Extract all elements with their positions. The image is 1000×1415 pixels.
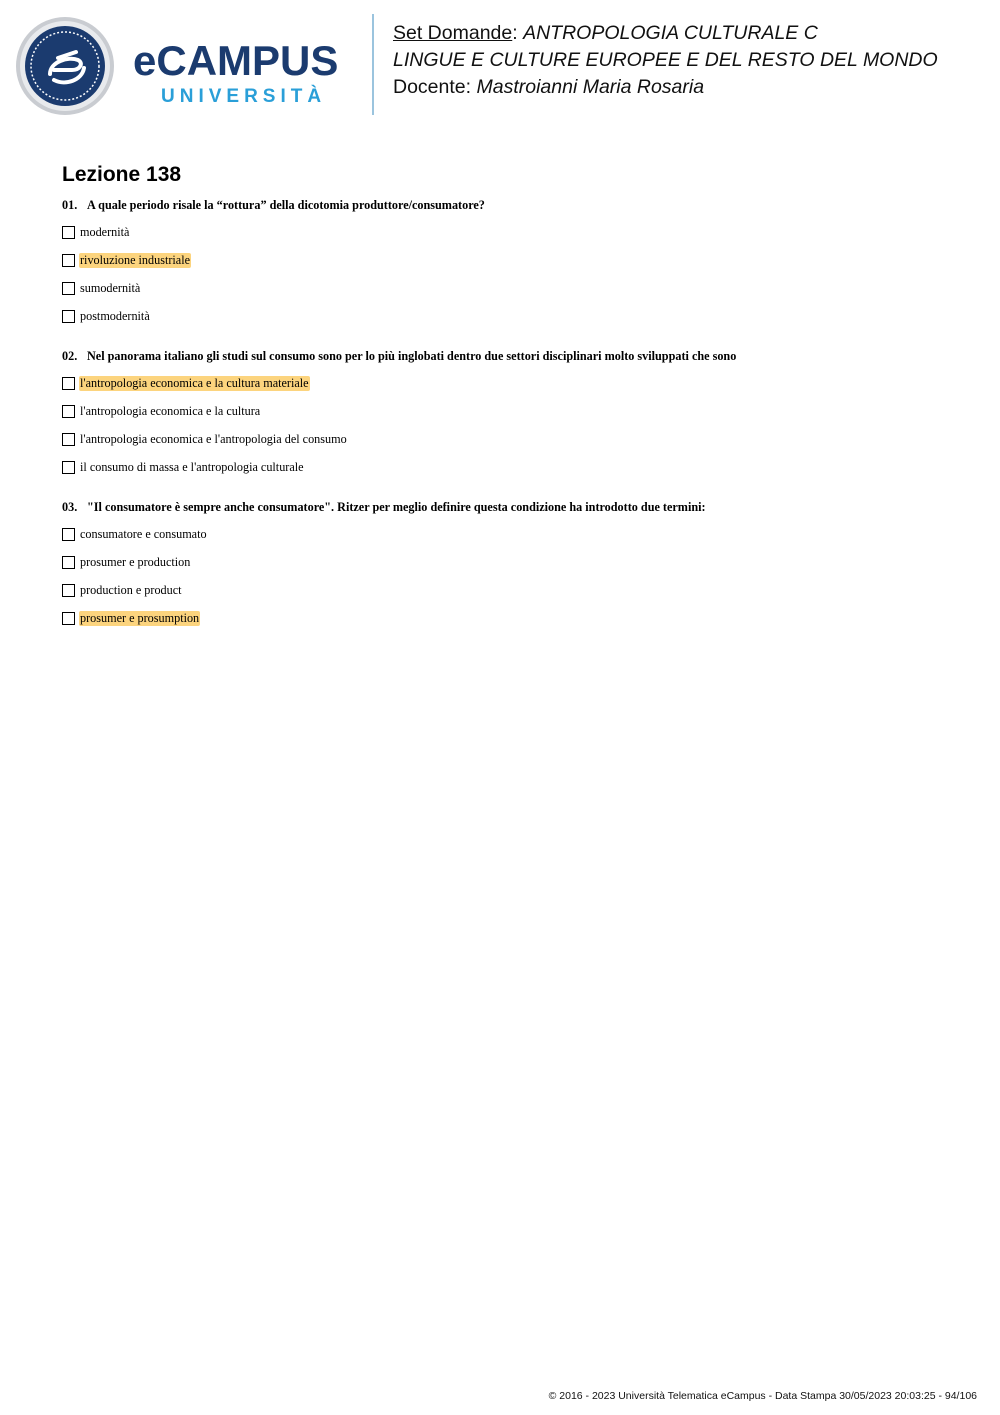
teacher-label: Docente (393, 76, 466, 98)
checkbox[interactable] (62, 584, 75, 597)
question-1-option-2[interactable] (62, 252, 191, 268)
checkbox[interactable] (62, 226, 75, 239)
course-line: LINGUE E CULTURE EUROPEE E DEL RESTO DEL MONDO (393, 49, 938, 71)
checkbox[interactable] (62, 310, 75, 323)
lesson-title: Lezione 138 (62, 163, 182, 186)
highlighted-answer: rivoluzione industriale (80, 252, 190, 267)
question-1: 01. A quale periodo risale la “rottura” della dicotomia produttore/consumatore? (62, 198, 485, 212)
page-header (0, 0, 1000, 125)
checkbox[interactable] (62, 282, 75, 295)
highlighted-answer: l'antropologia economica e la cultura materiale (80, 375, 309, 390)
question-2-option-3[interactable]: l'antropologia economica e l'antropologia del consumo (62, 431, 348, 447)
checkbox[interactable] (62, 528, 75, 541)
highlighted-answer: prosumer e prosumption (80, 610, 200, 625)
question-3-option-3[interactable]: production e product (62, 582, 183, 598)
set-value: ANTROPOLOGIA CULTURALE C (523, 22, 818, 44)
question-2: 02. Nel panorama italiano gli studi sul consumo sono per lo più inglobati dentro due settori disciplinari molto sviluppati che sono (62, 349, 737, 363)
question-3-option-1[interactable]: consumatore e consumato (62, 526, 208, 542)
header-info (393, 20, 938, 101)
checkbox[interactable] (62, 556, 75, 569)
checkbox[interactable] (62, 612, 75, 625)
ecampus-logo (133, 38, 355, 108)
question-2-option-4[interactable]: il consumo di massa e l'antropologia culturale (62, 459, 305, 475)
question-2-option-1[interactable] (62, 375, 310, 391)
question-1-option-1[interactable]: modernità (62, 224, 130, 240)
question-3-option-2[interactable]: prosumer e production (62, 554, 191, 570)
checkbox[interactable] (62, 405, 75, 418)
question-1-option-4[interactable]: postmodernità (62, 308, 151, 324)
page-footer: © 2016 - 2023 Università Telematica eCampus - Data Stampa 30/05/2023 20:03:25 - 94/106 (548, 1390, 977, 1402)
checkbox[interactable] (62, 461, 75, 474)
logo-brand-text: eCAMPUS (133, 37, 339, 84)
question-1-option-3[interactable]: sumodernità (62, 280, 141, 296)
ecampus-emblem-icon (14, 16, 116, 116)
teacher-line: Docente: Mastroianni Maria Rosaria (393, 76, 705, 98)
set-line: Set Domande: ANTROPOLOGIA CULTURALE C (393, 22, 818, 44)
question-2-option-2[interactable]: l'antropologia economica e la cultura (62, 403, 261, 419)
checkbox[interactable] (62, 377, 75, 390)
logo-sub-text: UNIVERSITÀ (161, 86, 327, 107)
question-3-option-4[interactable] (62, 610, 200, 626)
teacher-value: Mastroianni Maria Rosaria (476, 76, 705, 98)
question-3: 03. "Il consumatore è sempre anche consumatore". Ritzer per meglio definire questa condizione ha introdotto due termini: (62, 500, 706, 514)
checkbox[interactable] (62, 254, 75, 267)
set-label: Set Domande (393, 22, 513, 44)
checkbox[interactable] (62, 433, 75, 446)
header-divider (372, 14, 374, 115)
